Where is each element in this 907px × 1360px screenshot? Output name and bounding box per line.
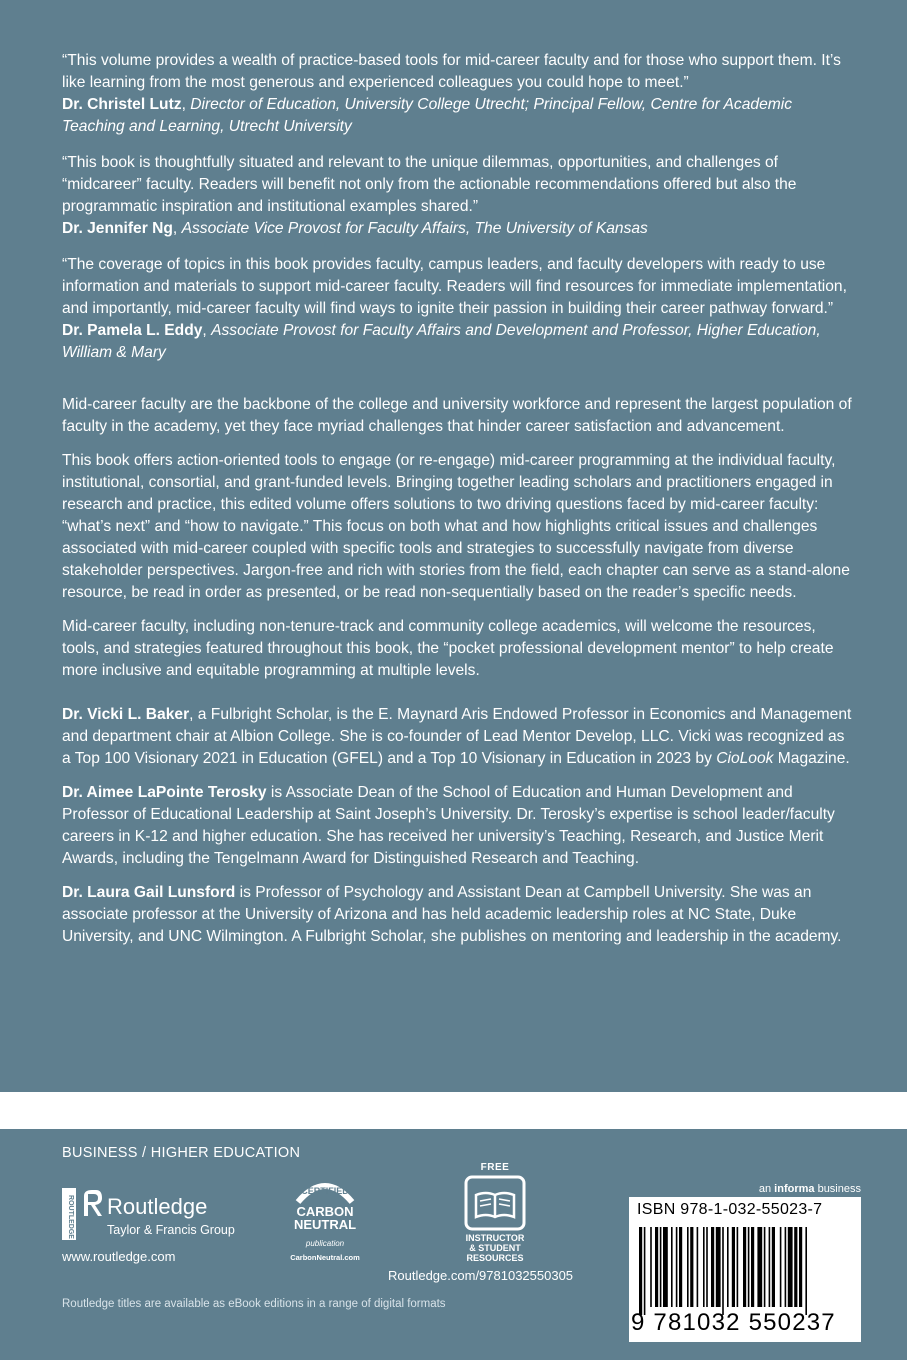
informa-business — [759, 1183, 861, 1195]
barcode-bar — [780, 1227, 782, 1307]
author-name: Dr. Aimee LaPointe Terosky — [62, 784, 267, 801]
barcode-bar — [788, 1227, 793, 1307]
routledge-logo — [62, 1186, 252, 1244]
magazine-name: CioLook — [716, 750, 774, 767]
description-paragraph: Mid-career faculty are the backbone of the college and university workforce and represent the largest population of faculty in the academy, yet they face myriad challenges that hinder career satisfaction and advancement. — [62, 396, 852, 435]
carbon-publication: publication — [305, 1239, 345, 1248]
barcode-bar — [676, 1227, 678, 1307]
barcode-bar — [687, 1227, 689, 1307]
free-line: & STUDENT — [469, 1243, 521, 1253]
barcode-bar — [751, 1227, 754, 1307]
endorsement-quote: “This volume provides a wealth of practice-based tools for mid-career faculty and for those who support them. It’s like learning from the most generous and experienced colleagues you could hope to meet.” — [62, 52, 841, 91]
resource-url[interactable]: Routledge.com/9781032550305 — [388, 1268, 574, 1283]
endorsement-2: “This book is thoughtfully situated and relevant to the unique dilemmas, opportunities, and challenges of “midcareer” faculty. Readers will benefit not only from the actionable recommendations offered but also the programmatic inspiration and institutional examples shared.” Dr. Jennifer Ng, Associate Vice Provost for Faculty Affairs, The University of Kansas — [62, 154, 797, 237]
barcode-digits: 9 781032 550237 — [631, 1309, 836, 1336]
barcode-bars — [637, 1227, 853, 1315]
barcode-bar — [799, 1227, 802, 1307]
endorser-name: Dr. Christel Lutz — [62, 96, 182, 113]
barcode-bar — [706, 1227, 708, 1307]
ebook-note: Routledge titles are available as eBook editions in a range of digital formats — [62, 1298, 446, 1310]
barcode-bar — [716, 1227, 721, 1307]
endorser-title: Director of Education, University College Utrecht; Principal Fellow, Centre for Academic Teaching and Learning, Utrecht University — [62, 96, 793, 135]
free-line: RESOURCES — [466, 1253, 524, 1263]
routledge-vertical-text: ROUTLEDGE — [67, 1195, 74, 1239]
free-line: INSTRUCTOR — [465, 1233, 525, 1243]
barcode-bar — [737, 1227, 739, 1307]
barcode-bar — [703, 1227, 705, 1307]
author-bio-text: is Professor of Psychology and Assistant Dean at Campbell University. She was an associate professor at the University of Arizona and has held academic leadership roles at NC State, Duke University, and UNC Wilmington. A Fulbright Scholar, she publishes on mentoring and leadership in the academy. — [62, 884, 842, 945]
barcode-bar — [660, 1227, 662, 1307]
publisher-url[interactable]: www.routledge.com — [62, 1249, 176, 1264]
carbon-neutral-badge — [280, 1172, 370, 1268]
barcode-bar — [769, 1227, 771, 1307]
barcode-bar — [639, 1227, 642, 1315]
barcode-bar — [772, 1227, 775, 1307]
author-name: Dr. Laura Gail Lunsford — [62, 884, 236, 901]
barcode-bar — [711, 1227, 714, 1307]
author-name: Dr. Vicki L. Baker — [62, 706, 190, 723]
author-bio-3 — [62, 882, 852, 948]
free-label: FREE — [480, 1162, 510, 1173]
barcode-bar — [794, 1227, 797, 1307]
author-bio-2 — [62, 782, 852, 870]
informa-suffix: business — [814, 1183, 861, 1195]
author-bio-text: Magazine. — [773, 750, 850, 767]
carbon-url: CarbonNeutral.com — [290, 1253, 360, 1262]
barcode-bar — [644, 1227, 646, 1315]
informa-brand: informa — [774, 1183, 815, 1195]
description-paragraph: This book offers action-oriented tools to engage (or re-engage) mid-career programming at the individual faculty, institutional, consortial, and grant-funded levels. Bringing together leading scholars and practitioners engaged in research and practice, this edited volume offers solutions to two driving questions faced by mid-career faculty: “what’s next” and “how to navigate.” This focus on both what and how highlights critical issues and challenges associated with mid-career coupled with specific tools and strategies to successfully navigate from diverse stakeholder perspectives. Jargon-free and rich with stories from the field, each chapter can serve as a stand-alone resource, be read in order as presented, or be read non-sequentially based on the reader’s specific needs. — [62, 452, 850, 601]
author-bio-text: , a Fulbright Scholar, is the E. Maynard Aris Endowed Professor in Economics and Management and department chair at Albion College. She is co-founder of Lead Mentor Develop, LLC. Vicki was recognized as a Top 100 Visionary 2021 in Education (GFEL) and a Top 10 Visionary in Education in 2023 by — [62, 706, 852, 767]
neutral-label: NEUTRAL — [293, 1217, 357, 1232]
barcode-bar — [732, 1227, 735, 1307]
book-icon — [464, 1175, 526, 1231]
barcode-bar — [805, 1227, 807, 1315]
endorsement-3: “The coverage of topics in this book provides faculty, campus leaders, and faculty developers with ready to use information and materials to support mid-career faculty. Readers will find resources for immediate implementation, and importantly, mid-career faculty will find ways to ignite their passion in building their career pathway forward.” Dr. Pamela L. Eddy, Associate Provost for Faculty Affairs and Development and Professor, Higher Education, William & Mary — [62, 256, 847, 361]
endorsement-quote: “This book is thoughtfully situated and relevant to the unique dilemmas, opportunities, and challenges of “midcareer” faculty. Readers will benefit not only from the actionable recommendations offered but also the programmatic inspiration and institutional examples shared.” — [62, 154, 797, 215]
barcode-bar — [764, 1227, 766, 1307]
subject-category: BUSINESS / HIGHER EDUCATION — [62, 1145, 301, 1161]
barcode-bar — [690, 1227, 693, 1307]
endorser-title: Associate Provost for Faculty Affairs and Development and Professor, Higher Education, William & Mary — [62, 322, 821, 361]
carbon-certified: CERTIFIED — [301, 1186, 349, 1196]
publisher-subname: Taylor & Francis Group — [107, 1223, 235, 1237]
isbn-barcode — [629, 1197, 861, 1342]
barcode-bar — [757, 1227, 762, 1307]
barcode-bar — [785, 1227, 787, 1307]
barcode-bar — [727, 1227, 729, 1307]
barcode-bar — [663, 1227, 668, 1307]
free-resources-badge — [455, 1162, 535, 1272]
free-resources-text — [455, 1233, 535, 1263]
barcode-bar — [671, 1227, 673, 1307]
barcode-bar — [722, 1227, 724, 1315]
endorsement-quote: “The coverage of topics in this book provides faculty, campus leaders, and faculty developers with ready to use information and materials to support mid-career faculty. Readers will find resources for immediate implementation, and importantly, mid-career faculty will find ways to ignite their passion in building their career pathway forward.” — [62, 256, 847, 317]
divider-band — [0, 1092, 907, 1129]
isbn-number: ISBN 978-1-032-55023-7 — [637, 1201, 823, 1218]
barcode-bar — [650, 1227, 652, 1307]
carbon-label: CARBON — [296, 1204, 354, 1219]
barcode-bar — [748, 1227, 750, 1307]
author-bio-1 — [62, 704, 852, 770]
barcode-bar — [697, 1227, 699, 1307]
main-text — [62, 50, 852, 960]
barcode-bar — [655, 1227, 658, 1307]
description-paragraph: Mid-career faculty, including non-tenure-track and community college academics, will welcome the resources, tools, and strategies featured throughout this book, the “pocket professional development mentor” to help create more inclusive and equitable programming at multiple levels. — [62, 618, 834, 679]
endorser-name: Dr. Jennifer Ng — [62, 220, 173, 237]
barcode-bar — [679, 1227, 682, 1307]
endorser-title: Associate Vice Provost for Faculty Affairs, The University of Kansas — [181, 220, 648, 237]
author-bio-text: is Associate Dean of the School of Education and Human Development and Professor of Educational Leadership at Saint Joseph’s University. Dr. Terosky’s expertise is school leader/faculty careers in K-12 and higher education. She has received her university’s Teaching, Research, and Justice Merit Awards, including the Tengelmann Award for Distinguished Research and Teaching. — [62, 784, 835, 867]
publisher-name: Routledge — [107, 1194, 208, 1219]
endorsement-1: “This volume provides a wealth of practice-based tools for mid-career faculty and for those who support them. It’s like learning from the most generous and experienced colleagues you could hope to meet.” Dr. Christel Lutz, Director of Education, University College Utrecht; Principal Fellow, Centre for Academic Teaching and Learning, Utrecht University — [62, 52, 841, 135]
informa-prefix: an — [758, 1183, 775, 1195]
routledge-r-mark — [84, 1190, 102, 1216]
barcode-bar — [743, 1227, 746, 1307]
endorser-name: Dr. Pamela L. Eddy — [62, 322, 203, 339]
